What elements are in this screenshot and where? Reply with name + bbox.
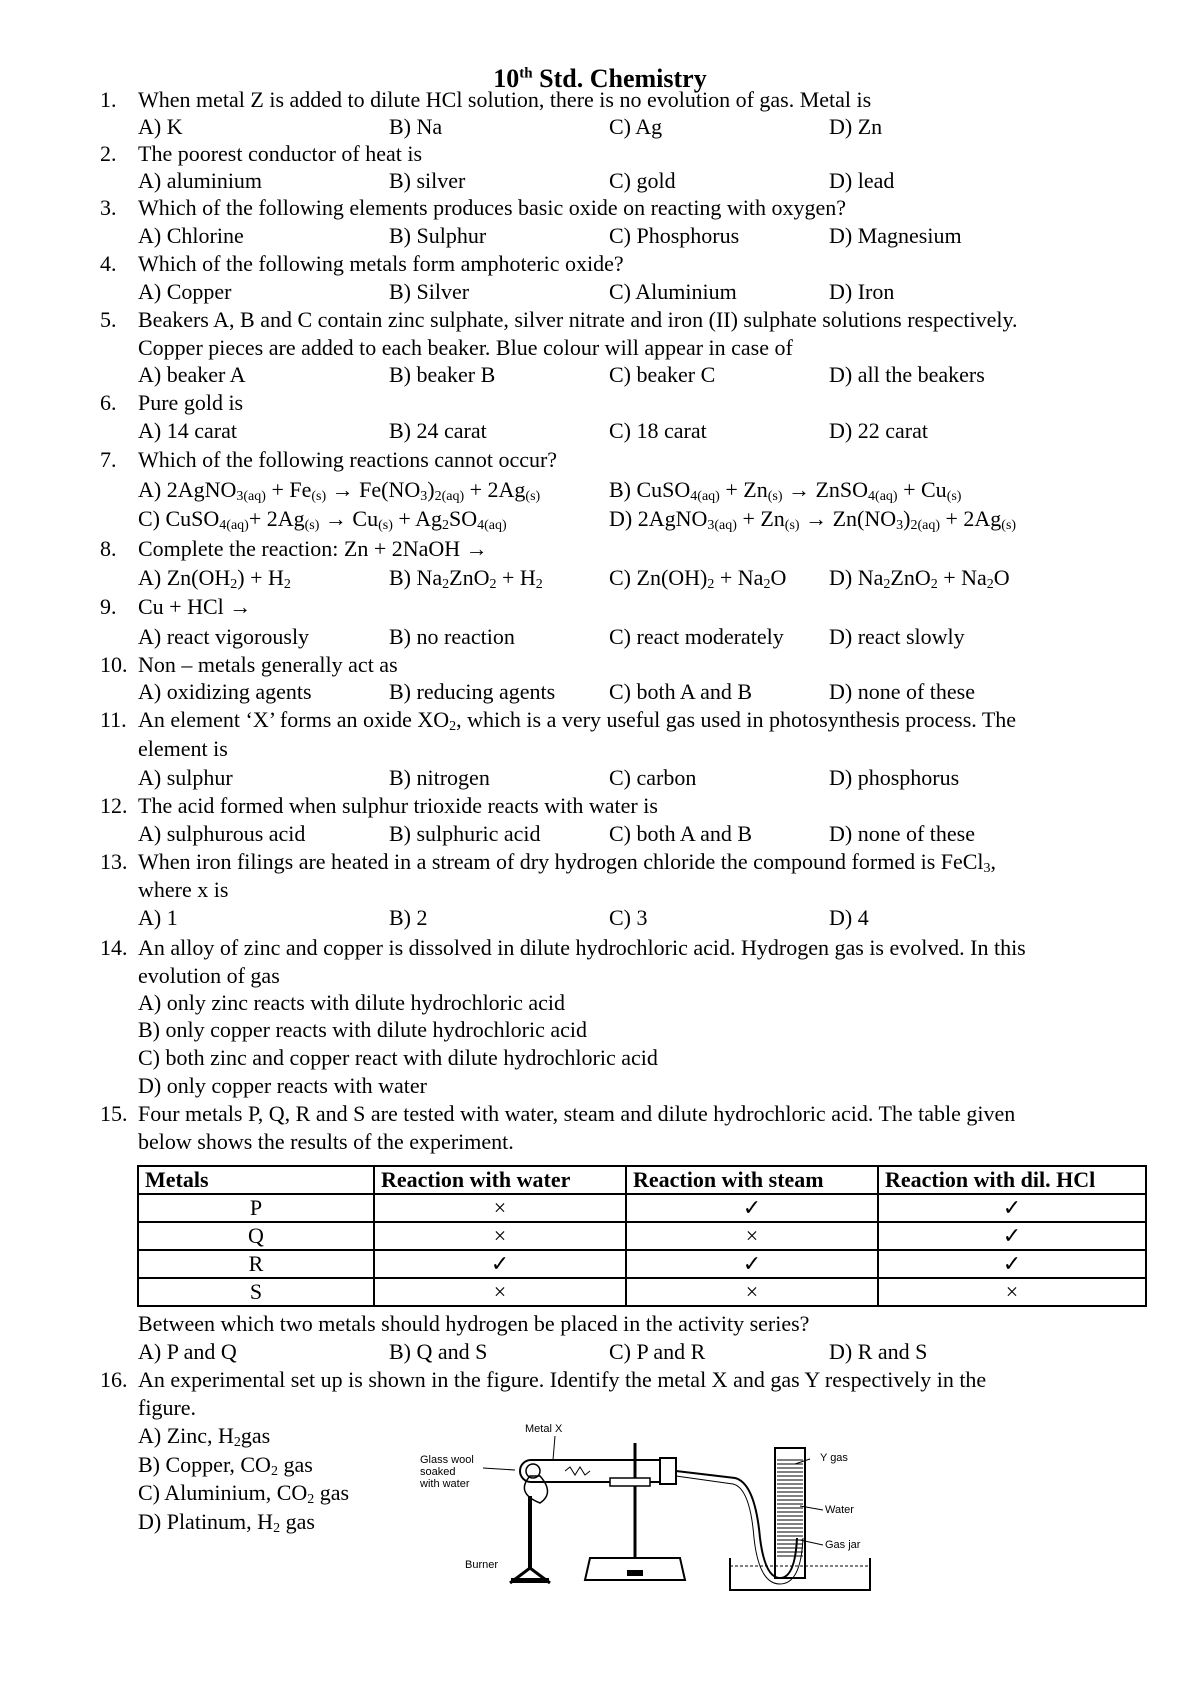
question-text: Which of the following elements produces basic oxide on reacting with oxygen? [138, 195, 847, 220]
question-number: 2. [100, 141, 117, 166]
leader-line [483, 1468, 515, 1470]
question-text: Beakers A, B and C contain zinc sulphate, silver nitrate and iron (II) sulphate solutions respectively. [138, 307, 1018, 332]
table-cell: ✓ [878, 1250, 1146, 1278]
option-c: C) Aluminium [609, 279, 737, 304]
table-header: Reaction with dil. HCl [878, 1166, 1146, 1194]
question-text: The poorest conductor of heat is [138, 141, 423, 166]
option-d: D) none of these [829, 821, 976, 846]
question-number: 13. [100, 849, 128, 874]
question-text: Cu + HCl → [138, 594, 252, 619]
option-c: C) beaker C [609, 362, 716, 387]
question-text: Complete the reaction: Zn + 2NaOH → [138, 536, 488, 561]
question-text: An experimental set up is shown in the figure. Identify the metal X and gas Y respectively in the [138, 1367, 987, 1392]
question-text: below shows the results of the experiment. [138, 1129, 514, 1154]
label-y-gas: Y gas [820, 1452, 848, 1464]
table-cell: × [374, 1278, 626, 1306]
table-cell: P [138, 1194, 374, 1222]
option-c: C) Phosphorus [609, 223, 740, 248]
label-metal-x: Metal X [525, 1423, 563, 1435]
option-b: B) nitrogen [389, 765, 490, 790]
question-text: The acid formed when sulphur trioxide reacts with water is [138, 793, 658, 818]
table-cell: × [374, 1194, 626, 1222]
option-c: C) 18 carat [609, 418, 707, 443]
option-d: D) Magnesium [829, 223, 962, 248]
option-c: C) both A and B [609, 679, 753, 704]
option-b: B) no reaction [389, 624, 515, 649]
question-text: An element ‘X’ forms an oxide $XO_2$, which is a very useful gas used in photosynthesis process. The [138, 707, 1017, 734]
option-b: B) Q and S [389, 1339, 488, 1364]
question-number: 11. [100, 707, 127, 732]
label-glass-wool: with water [420, 1478, 470, 1490]
option-d: D) 22 carat [829, 418, 928, 443]
option-d: D) only copper reacts with water [138, 1073, 427, 1098]
option-b: B) silver [389, 168, 466, 193]
table-row [138, 1250, 1146, 1278]
option-b: B) 2 [389, 905, 428, 930]
option-a: A) only zinc reacts with dilute hydrochloric acid [138, 990, 566, 1015]
question-number: 3. [100, 195, 117, 220]
label-glass-wool: Glass wool [420, 1454, 474, 1466]
option-a: A) aluminium [138, 168, 263, 193]
option-c: C) CuSO$_{4(aq)}$+ $2Ag_{(s)} \to Cu_{(s)} + Ag_2SO_{4(aq)}$ [138, 506, 507, 533]
option-c: C) both A and B [609, 821, 753, 846]
option-d: D) all the beakers [829, 362, 985, 387]
burner [510, 1476, 550, 1583]
option-a: A) $Zn(OH_2) + H_2$ [138, 565, 291, 592]
table-header: Reaction with water [374, 1166, 626, 1194]
label-water: Water [825, 1504, 854, 1516]
option-b: B) sulphuric acid [389, 821, 541, 846]
question-number: 15. [100, 1101, 128, 1126]
question-number: 9. [100, 594, 117, 619]
label-gas-jar: Gas jar [825, 1539, 861, 1551]
option-b: B) Copper, $CO_2$ gas [138, 1452, 313, 1479]
option-d: D) phosphorus [829, 765, 960, 790]
option-c: C) $Zn(OH)_2 + Na_2O$ [609, 565, 787, 592]
question-number: 16. [100, 1367, 128, 1392]
results-table [137, 1165, 1147, 1307]
option-d: D) Platinum, $H_2$ gas [138, 1509, 315, 1536]
label-glass-wool: soaked [420, 1466, 456, 1478]
option-b: B) only copper reacts with dilute hydrochloric acid [138, 1017, 588, 1042]
question-text: Copper pieces are added to each beaker. Blue colour will appear in case of [138, 335, 793, 360]
option-c: C) gold [609, 168, 676, 193]
option-c: C) Aluminium, $CO_2$ gas [138, 1480, 350, 1507]
question-text: An alloy of zinc and copper is dissolved in dilute hydrochloric acid. Hydrogen gas is evolved. In this [138, 935, 1026, 960]
option-a: A) oxidizing agents [138, 679, 312, 704]
option-c: C) Ag [609, 114, 663, 139]
table-cell: ✓ [374, 1250, 626, 1278]
table-cell: × [626, 1222, 878, 1250]
question-text: When iron filings are heated in a stream of dry hydrogen chloride the compound formed is FeCl$_3$, [138, 849, 997, 876]
table-header-row [138, 1166, 1146, 1194]
option-d: D) 4 [829, 905, 869, 930]
option-b: B) CuSO$_{4(aq)}$ + $Zn_{(s)}$ → ZnSO$_{4(aq)}$ + $Cu_{(s)}$ [609, 477, 962, 504]
table-cell: R [138, 1250, 374, 1278]
option-a: A) 14 carat [138, 418, 237, 443]
question-text: element is [138, 736, 228, 761]
option-a: A) sulphur [138, 765, 233, 790]
option-d: D) Iron [829, 279, 895, 304]
leader-line [800, 1540, 823, 1545]
option-c: C) react moderately [609, 624, 784, 649]
table-row [138, 1278, 1146, 1306]
question-number: 5. [100, 307, 117, 332]
option-a: A) 2AgNO$_{3(aq)}$ + $Fe_{(s)} \to Fe(NO_3)_{2(aq)} + 2Ag_{(s)}$ [138, 477, 541, 504]
table-cell: × [878, 1278, 1146, 1306]
experiment-setup-figure [415, 1418, 1075, 1598]
option-d: D) 2AgNO$_{3(aq)}$ + $Zn_{(s)} \to Zn(NO_3)_{2(aq)} + 2Ag_{(s)}$ [609, 506, 1017, 533]
option-c: C) both zinc and copper react with dilute hydrochloric acid [138, 1045, 658, 1070]
table-cell: Q [138, 1222, 374, 1250]
question-text: Four metals P, Q, R and S are tested with water, steam and dilute hydrochloric acid. The table given [138, 1101, 1016, 1126]
question-text: where x is [138, 877, 229, 902]
question-text: evolution of gas [138, 963, 280, 988]
leader-line [800, 1506, 823, 1510]
table-cell: × [374, 1222, 626, 1250]
question-number: 14. [100, 935, 128, 960]
table-cell: ✓ [626, 1194, 878, 1222]
table-cell: S [138, 1278, 374, 1306]
option-d: D) $Na_2ZnO_2 + Na_2O$ [829, 565, 1010, 592]
option-b: B) Silver [389, 279, 470, 304]
table-row [138, 1194, 1146, 1222]
question-text: When metal Z is added to dilute HCl solution, there is no evolution of gas. Metal is [138, 87, 872, 112]
question-number: 1. [100, 87, 117, 112]
option-d: D) none of these [829, 679, 976, 704]
table-header: Reaction with steam [626, 1166, 878, 1194]
question-text: Between which two metals should hydrogen be placed in the activity series? [138, 1311, 810, 1336]
option-a: A) P and Q [138, 1339, 237, 1364]
question-text: Which of the following metals form amphoteric oxide? [138, 251, 624, 276]
question-text: Which of the following reactions cannot occur? [138, 447, 558, 472]
option-c: C) P and R [609, 1339, 706, 1364]
option-d: D) lead [829, 168, 895, 193]
question-text: figure. [138, 1395, 197, 1420]
option-d: D) react slowly [829, 624, 965, 649]
option-a: A) Copper [138, 279, 232, 304]
option-a: A) K [138, 114, 183, 139]
option-c: C) carbon [609, 765, 697, 790]
option-a: A) react vigorously [138, 624, 310, 649]
page-title: 10th Std. Chemistry [493, 64, 707, 93]
option-a: A) Zinc, $H_2gas$ [138, 1423, 271, 1450]
question-number: 8. [100, 536, 117, 561]
table-cell: ✓ [626, 1250, 878, 1278]
table-cell: × [626, 1278, 878, 1306]
option-a: A) beaker A [138, 362, 246, 387]
table-cell: ✓ [878, 1222, 1146, 1250]
table-header: Metals [138, 1166, 374, 1194]
question-number: 6. [100, 390, 117, 415]
question-number: 12. [100, 793, 128, 818]
option-b: B) 24 carat [389, 418, 487, 443]
option-c: C) 3 [609, 905, 648, 930]
option-b: B) Na [389, 114, 443, 139]
question-number: 7. [100, 447, 117, 472]
option-d: D) R and S [829, 1339, 928, 1364]
question-number: 10. [100, 652, 128, 677]
option-b: B) beaker B [389, 362, 496, 387]
option-b: B) Sulphur [389, 223, 487, 248]
option-a: A) sulphurous acid [138, 821, 306, 846]
table-cell: ✓ [878, 1194, 1146, 1222]
label-burner: Burner [465, 1559, 499, 1571]
option-a: A) Chlorine [138, 223, 244, 248]
option-b: B) reducing agents [389, 679, 556, 704]
option-b: B) $Na_2ZnO_2 + H_2$ [389, 565, 543, 592]
question-text: Pure gold is [138, 390, 244, 415]
option-d: D) Zn [829, 114, 883, 139]
table-row [138, 1222, 1146, 1250]
option-a: A) 1 [138, 905, 178, 930]
question-text: Non – metals generally act as [138, 652, 398, 677]
question-number: 4. [100, 251, 117, 276]
leader-line [553, 1436, 555, 1460]
